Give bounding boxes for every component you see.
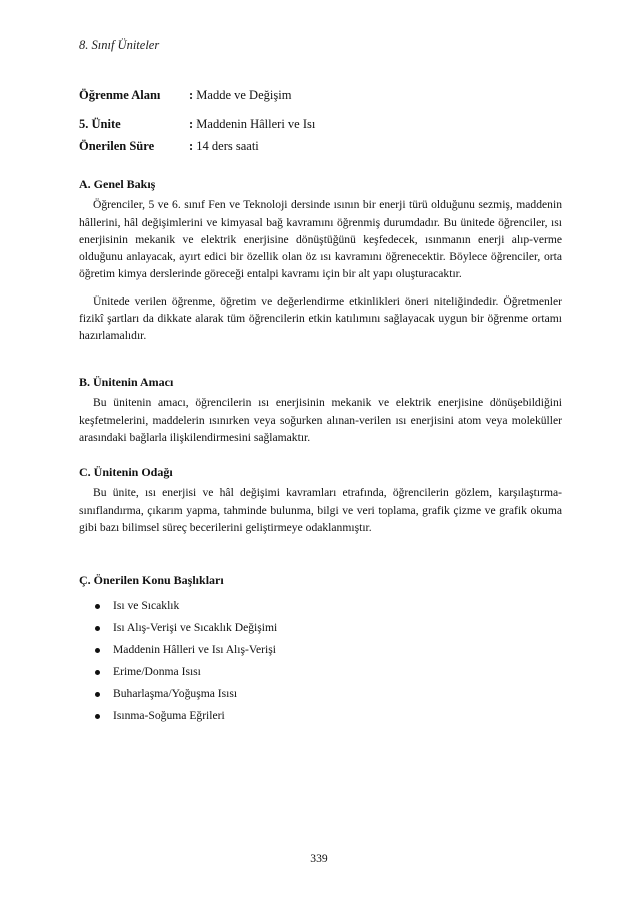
section-heading: Ç. Önerilen Konu Başlıkları bbox=[79, 573, 224, 587]
bullet-icon bbox=[95, 648, 100, 653]
list-item bbox=[79, 595, 562, 617]
meta-label: 5. Ünite bbox=[79, 117, 121, 131]
meta-colon: : bbox=[189, 139, 194, 153]
list-item-label: Isı Alış-Verişi ve Sıcaklık Değişimi bbox=[113, 621, 278, 635]
paragraph: Ünitede verilen öğrenme, öğretim ve değerlendirme etkinlikleri öneri niteliğindedir. Öğretmenler fizikî şartları da dikkate alarak tüm öğrencilerin etkin katılımını sağlayacak uygun bir öğrenme ortamı hazırlamalıdır. bbox=[79, 294, 562, 343]
section-focus bbox=[79, 464, 562, 536]
list-item-label: Isı ve Sıcaklık bbox=[113, 599, 180, 613]
paragraph: Öğrenciler, 5 ve 6. sınıf Fen ve Teknoloji dersinde ısının bir enerji türü olduğunu sezmiş, maddenin hâllerini, hâl değişimlerini ve kimyasal bağ kavramını öğrenmiş durumdadır. Bu ünitede öğrenciler, ısı enerjisinin mekanik ve elektrik enerjisine dönüştüğünü keşfedecek, ısınmanın enerji alıp-verme olduğunu anlayacak, ayırt edici bir özellik olan öz ısı kavramını öğrenecektir. Böylece öğrenciler, orta öğretim kimya derslerinde göreceği entalpi kavramı için bir alt yapı oluşturacaktır. bbox=[79, 198, 562, 281]
running-head: 8. Sınıf Üniteler bbox=[79, 38, 160, 52]
list-item bbox=[79, 705, 562, 727]
bullet-icon bbox=[95, 670, 100, 675]
page-number: 339 bbox=[310, 852, 328, 865]
list-item-label: Maddenin Hâlleri ve Isı Alış-Verişi bbox=[113, 643, 276, 657]
section-heading: B. Ünitenin Amacı bbox=[79, 375, 174, 389]
meta-colon: : bbox=[189, 117, 194, 131]
list-item bbox=[79, 639, 562, 661]
paragraph: Bu ünite, ısı enerjisi ve hâl değişimi kavramları etrafında, öğrencilerin gözlem, karşılaştırma-sınıflandırma, çıkarım yapma, tahminde bulunma, bilgi ve veri toplama, grafik çizme ve grafik okuma gibi bazı bilimsel süreç becerilerini geliştirmeye odaklanmıştır. bbox=[79, 486, 562, 534]
section-topics bbox=[79, 572, 562, 727]
meta-value-text: Maddenin Hâlleri ve Isı bbox=[196, 117, 316, 131]
bullet-icon bbox=[95, 692, 100, 697]
bullet-icon bbox=[95, 714, 100, 719]
section-purpose bbox=[79, 374, 562, 446]
meta-value bbox=[189, 139, 259, 154]
list-item-label: Isınma-Soğuma Eğrileri bbox=[113, 709, 225, 723]
list-item bbox=[79, 683, 562, 705]
meta-value bbox=[189, 88, 291, 103]
list-item-label: Buharlaşma/Yoğuşma Isısı bbox=[113, 687, 238, 701]
section-overview bbox=[79, 176, 562, 345]
section-heading: A. Genel Bakış bbox=[79, 177, 156, 191]
paragraph: Bu ünitenin amacı, öğrencilerin ısı enerjisinin mekanik ve elektrik enerjisine dönüşebildiğini keşfetmelerini, maddelerin ısınırken veya soğurken alınan-verilen ısı enerjisini atom veya moleküller arasındaki bağlarla ilişkilendirmesini sağlamaktır. bbox=[79, 396, 562, 444]
bullet-icon bbox=[95, 604, 100, 609]
meta-value bbox=[189, 117, 315, 132]
meta-label: Öğrenme Alanı bbox=[79, 88, 161, 102]
meta-colon: : bbox=[189, 88, 194, 102]
meta-value-text: 14 ders saati bbox=[196, 139, 259, 153]
bullet-icon bbox=[95, 626, 100, 631]
topic-list bbox=[79, 595, 562, 727]
section-heading: C. Ünitenin Odağı bbox=[79, 465, 173, 479]
meta-value-text: Madde ve Değişim bbox=[196, 88, 292, 102]
list-item bbox=[79, 617, 562, 639]
list-item-label: Erime/Donma Isısı bbox=[113, 665, 201, 679]
meta-label: Önerilen Süre bbox=[79, 139, 155, 153]
list-item bbox=[79, 661, 562, 683]
